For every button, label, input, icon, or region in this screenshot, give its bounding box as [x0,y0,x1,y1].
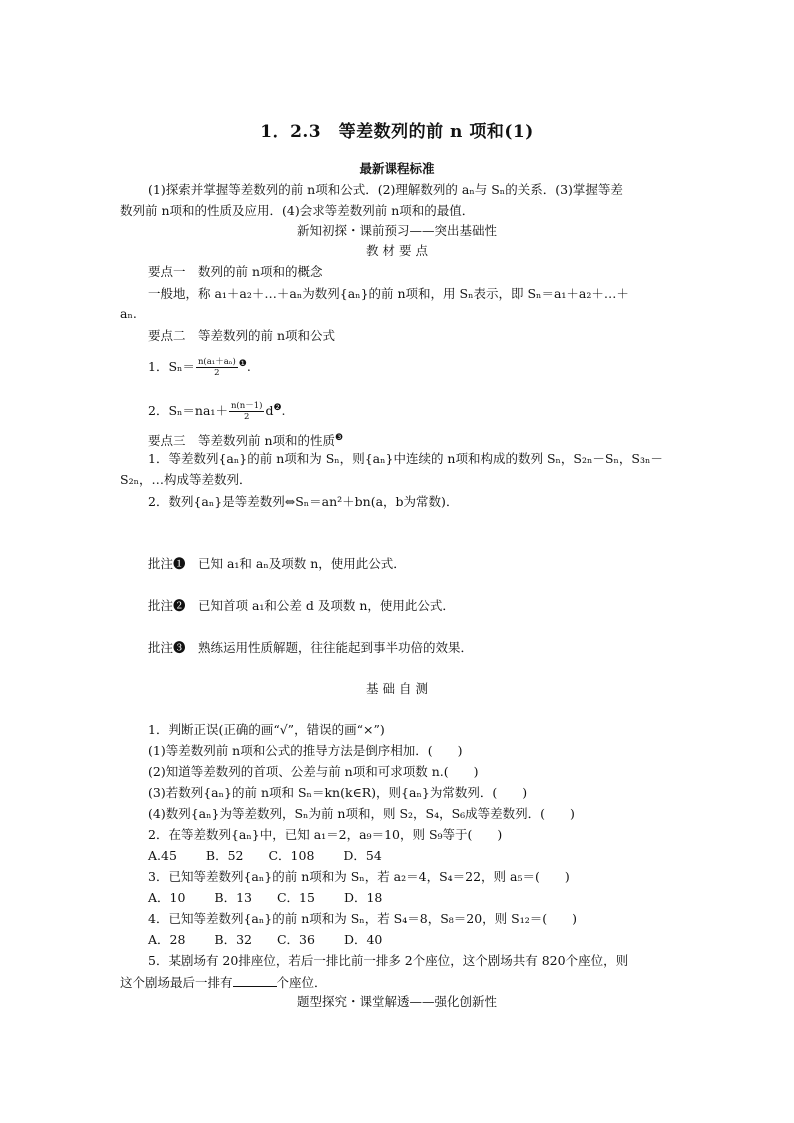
section-preview-heading: 新知初探・课前预习——突出基础性 [296,223,497,238]
question-1-item-2: (2)知道等差数列的首项、公差与前 n项和可求项数 n.( ) [148,764,479,779]
formula-2-denominator: 2 [243,412,250,423]
note-1: 批注❶ 已知 a₁和 aₙ及项数 n，使用此公式． [148,556,406,571]
question-4-options: A．28 B．32 C．36 D．40 [148,932,383,947]
page-title: 1．2.3 等差数列的前 n 项和(1) [260,122,534,142]
point1-text-line-1: 一般地，称 a₁＋a₂＋…＋aₙ为数列{aₙ}的前 n项和，用 Sₙ表示，即 Sₙ＝a₁＋a₂＋…＋ [148,286,629,301]
note-2: 批注❷ 已知首项 a₁和公差 d 及项数 n，使用此公式． [148,598,455,613]
formula-1 [148,352,251,379]
point1-heading: 要点一 数列的前 n项和的概念 [148,264,323,279]
formula-2 [148,396,286,423]
note-marker-3: ❸ [335,433,344,443]
question-1-item-1: (1)等差数列前 n项和公式的推导方法是倒序相加．( ) [148,743,463,758]
question-5-line-1: 5．某剧场有 20排座位，若后一排比前一排多 2个座位，这个剧场共有 820个座位，则 [148,953,629,968]
section-explore-heading: 题型探究・课堂解透——强化创新性 [296,994,497,1009]
formula-1-denominator: 2 [214,368,220,379]
question-2-options: A.45 B．52 C．108 D．54 [148,848,382,863]
point3-heading-text: 要点三 等差数列前 n项和的性质 [148,433,336,449]
question-5-line-2 [120,974,327,991]
formula-2-numerator: n(n－1) [230,401,263,412]
standard-text-line-2: 数列前 n项和的性质及应用．(4)会求等差数列前 n项和的最值． [120,203,475,218]
property-2: 2．数列{aₙ}是等差数列⇔Sₙ＝an²＋bn(a，b为常数)． [148,494,459,509]
standard-heading: 最新课程标准 [359,161,435,176]
question-1-item-3: (3)若数列{aₙ}的前 n项和 Sₙ＝kn(k∈R)，则{aₙ}为常数列．( ) [148,785,528,800]
formula-2-fraction [229,401,265,422]
standard-text-line-1: (1)探索并掌握等差数列的前 n项和公式．(2)理解数列的 aₙ与 Sₙ的关系．(3)掌握等差 [148,182,623,197]
question-4: 4．已知等差数列{aₙ}的前 n项和为 Sₙ，若 S₄＝8，S₈＝20，则 S₁₂＝( ) [148,911,577,926]
point3-heading [148,430,343,449]
question-1: 1．判断正误(正确的画“√”，错误的画“×”) [148,722,385,737]
question-5-suffix: 个座位． [276,975,327,990]
point2-heading: 要点二 等差数列的前 n项和公式 [148,328,336,343]
property-1-line-2: S₂ₙ，…构成等差数列． [120,472,252,487]
note-marker-1: ❶ [238,359,247,369]
note-marker-2: ❷ [273,403,282,413]
section-points-heading: 教 材 要 点 [366,243,428,258]
question-2: 2．在等差数列{aₙ}中，已知 a₁＝2，a₉＝10，则 S₉等于( ) [148,827,503,842]
formula-2-end: . [281,403,286,419]
answer-blank [233,974,277,987]
formula-1-numerator: n(a₁＋aₙ) [197,357,236,368]
property-1-line-1: 1．等差数列{aₙ}的前 n项和为 Sₙ，则{aₙ}中连续的 n项和构成的数列 Sₙ，S₂ₙ－Sₙ，S₃ₙ－ [148,451,663,466]
formula-2-suffix: d [265,403,274,419]
question-3: 3．已知等差数列{aₙ}的前 n项和为 Sₙ，若 a₂＝4，S₄＝22，则 a₅＝( ) [148,869,570,884]
formula-1-fraction [196,357,238,378]
formula-1-end: . [246,359,251,375]
formula-1-prefix: 1．Sₙ＝ [148,359,195,375]
point1-text-line-2: aₙ. [120,306,137,321]
question-3-options: A．10 B．13 C．15 D．18 [148,890,383,905]
note-3: 批注❸ 熟练运用性质解题，往往能起到事半功倍的效果． [148,640,474,655]
question-1-item-4: (4)数列{aₙ}为等差数列，Sₙ为前 n项和，则 S₂，S₄，S₆成等差数列．( ) [148,806,575,821]
formula-2-prefix: 2．Sₙ＝na₁＋ [148,403,228,419]
self-test-heading: 基 础 自 测 [366,681,428,696]
question-5-prefix: 这个剧场最后一排有 [120,975,233,990]
